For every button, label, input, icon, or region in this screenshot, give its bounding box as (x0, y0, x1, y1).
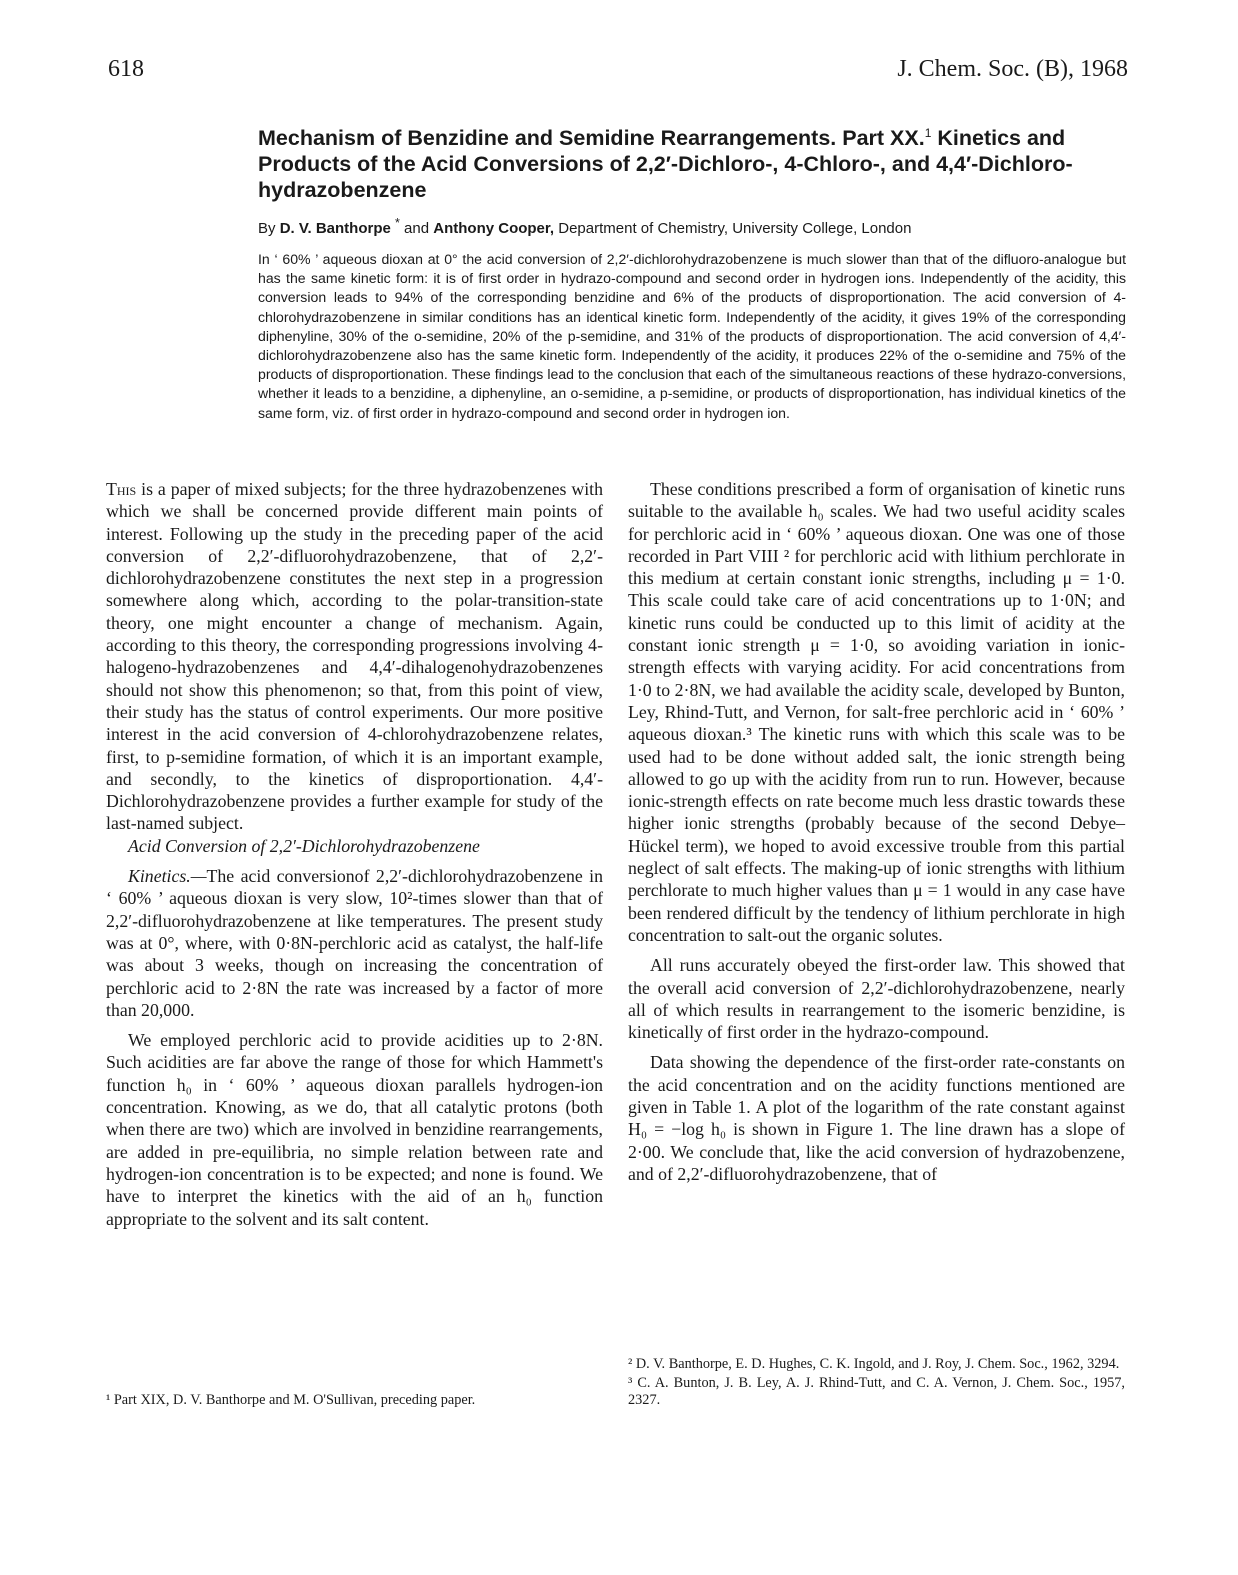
paper-title (258, 120, 1128, 203)
byline-and: and (404, 220, 430, 237)
footnotes-right (628, 1356, 1125, 1411)
author-1: D. V. Banthorpe (279, 220, 391, 237)
corresponding-mark: * (395, 216, 400, 230)
left-column (106, 478, 603, 1230)
footnotes-left (106, 1392, 603, 1411)
right-column (628, 478, 1125, 1185)
byline (258, 216, 1128, 237)
section-heading: Acid Conversion of 2,2′-Dichlorohydrazobenzene (128, 835, 480, 856)
title-line-2: Kinetics and Products of the Acid Conversions of 2,2′-Dichloro-, 4-Chloro-, and 4,4′-Dichloro-hydrazobenzene (258, 126, 1073, 203)
paragraph-text: is a paper of mixed subjects; for the three hydrazobenzenes with which we shall be concerned provide different main points of interest. Following up the study in the preceding paper of the acid conversion of 2,2′-difluorohydrazobenzene, that of 2,2′-dichlorohydrazobenzene constitutes the next step in a progression somewhere along which, according to the polar-transition-state theory, one might encounter a change of mechanism. Again, according to this theory, the corresponding progressions involving 4-halogeno-hydrazobenzenes and 4,4′-dihalogenohydrazobenzenes should not show this phenomenon; so that, from this point of view, their study has the status of control experiments. Our more positive interest in the acid conversion of 4-chlorohydrazobenzene relates, first, to p-semidine formation, of which it is an important example, and secondly, to the kinetics of disproportionation. 4,4′-Dichlorohydrazobenzene provides a further example for study of the last-named subject. (106, 479, 603, 834)
byline-by: By (258, 220, 276, 237)
lead-in: Kinetics.— (128, 866, 207, 887)
paragraph: All runs accurately obeyed the first-order law. This showed that the overall acid conversion of 2,2′-dichlorohydrazobenzene, nearly all of which results in rearrangement to the isomeric benzidine, is kinetically of first order in the hydrazo-compound. (628, 955, 1125, 1043)
journal-citation: J. Chem. Soc. (B), 1968 (897, 56, 1128, 82)
footnote: ² D. V. Banthorpe, E. D. Hughes, C. K. Ingold, and J. Roy, J. Chem. Soc., 1962, 3294. (628, 1356, 1120, 1372)
title-footnote-mark: 1 (924, 126, 932, 140)
affiliation: Department of Chemistry, University College, London (558, 220, 912, 237)
title-line-1: Mechanism of Benzidine and Semidine Rearrangements. Part XX. (258, 126, 925, 151)
footnote: ¹ Part XIX, D. V. Banthorpe and M. O'Sullivan, preceding paper. (106, 1392, 476, 1408)
paragraph-text: The acid conversionof 2,2′-dichlorohydrazobenzene in ‘ 60% ’ aqueous dioxan is very slow, 10²-times slower than that of 2,2′-difluorohydrazobenzene at like temperatures. The present study was at 0°, where, with 0·8N-perchloric acid as catalyst, the half-life was about 3 weeks, though on increasing the concentration of perchloric acid to 2·8N the rate was increased by a factor of more than 20,000. (106, 866, 603, 1020)
lead-in: This (106, 479, 137, 499)
paragraph (106, 865, 603, 1021)
paragraph (106, 478, 603, 835)
footnote: ³ C. A. Bunton, J. B. Ley, A. J. Rhind-Tutt, and C. A. Vernon, J. Chem. Soc., 1957, 2327. (628, 1375, 1125, 1408)
page-number: 618 (108, 56, 144, 82)
paragraph: These conditions prescribed a form of organisation of kinetic runs suitable to the available h₀ scales. We had two useful acidity scales for perchloric acid in ‘ 60% ’ aqueous dioxan. One was one of those recorded in Part VIII ² for perchloric acid with lithium perchlorate in this medium at certain constant ionic strengths, including μ = 1·0. This scale could take care of acid concentrations up to 1·0N; and kinetic runs could be conducted up to this limit of acidity at the constant ionic strength μ = 1·0, so avoiding variation in ionic-strength effects with varying acidity. For acid concentrations from 1·0 to 2·8N, we had available the acidity scale, developed by Bunton, Ley, Rhind-Tutt, and Vernon, for salt-free perchloric acid in ‘ 60% ’ aqueous dioxan.³ The kinetic runs with which this scale was to be used had to be done without added salt, the ionic strength being allowed to go up with the acidity from run to run. However, because ionic-strength effects on rate become much less drastic towards these higher ionic strengths (probably because of the second Debye–Hückel term), we hoped to avoid excessive trouble from this partial neglect of salt effects. The making-up of ionic strengths with lithium perchlorate to much higher values than μ = 1 would in any case have been rendered difficult by the tendency of lithium perchlorate in high concentration to salt-out the organic solutes. (628, 479, 1125, 945)
paragraph: Data showing the dependence of the first-order rate-constants on the acid concentration and on the acidity functions mentioned are given in Table 1. A plot of the logarithm of the rate constant against H₀ = −log h₀ is shown in Figure 1. The line drawn has a slope of 2·00. We conclude that, like the acid conversion of hydrazobenzene, and of 2,2′-difluorohydrazobenzene, that of (628, 1052, 1125, 1184)
author-2: Anthony Cooper, (433, 220, 555, 237)
paragraph: We employed perchloric acid to provide acidities up to 2·8N. Such acidities are far above the range of those for which Hammett's function h₀ in ‘ 60% ’ aqueous dioxan parallels hydrogen-ion concentration. Knowing, as we do, that all catalytic protons (both when there are two) which are involved in benzidine rearrangements, are added in pre-equilibria, no simple relation between rate and hydrogen-ion concentration is to be expected; and none is found. We have to interpret the kinetics with the aid of an h₀ function appropriate to the solvent and its salt content. (106, 1030, 603, 1229)
abstract: In ‘ 60% ’ aqueous dioxan at 0° the acid conversion of 2,2′-dichlorohydrazobenzene is much slower than that of the difluoro-analogue but has the same kinetic form: it is of first order in hydrazo-compound and second order in hydrogen ions. Independently of the acidity, this conversion leads to 94% of the corresponding benzidine and 6% of the products of disproportionation. The acid conversion of 4-chlorohydrazobenzene in similar conditions has an identical kinetic form. Independently of the acidity, it gives 19% of the corresponding diphenyline, 30% of the o-semidine, 20% of the p-semidine, and 31% of the products of disproportionation. The acid conversion of 4,4′-dichlorohydrazobenzene also has the same kinetic form. Independently of the acidity, it produces 22% of the o-semidine and 75% of the products of disproportionation. These findings lead to the conclusion that each of the simultaneous reactions of these hydrazo-conversions, whether it leads to a benzidine, a diphenyline, an o-semidine, a p-semidine, or products of disproportionation, has individual kinetics of the same form, viz. of first order in hydrazo-compound and second order in hydrogen ion. (258, 251, 1126, 421)
